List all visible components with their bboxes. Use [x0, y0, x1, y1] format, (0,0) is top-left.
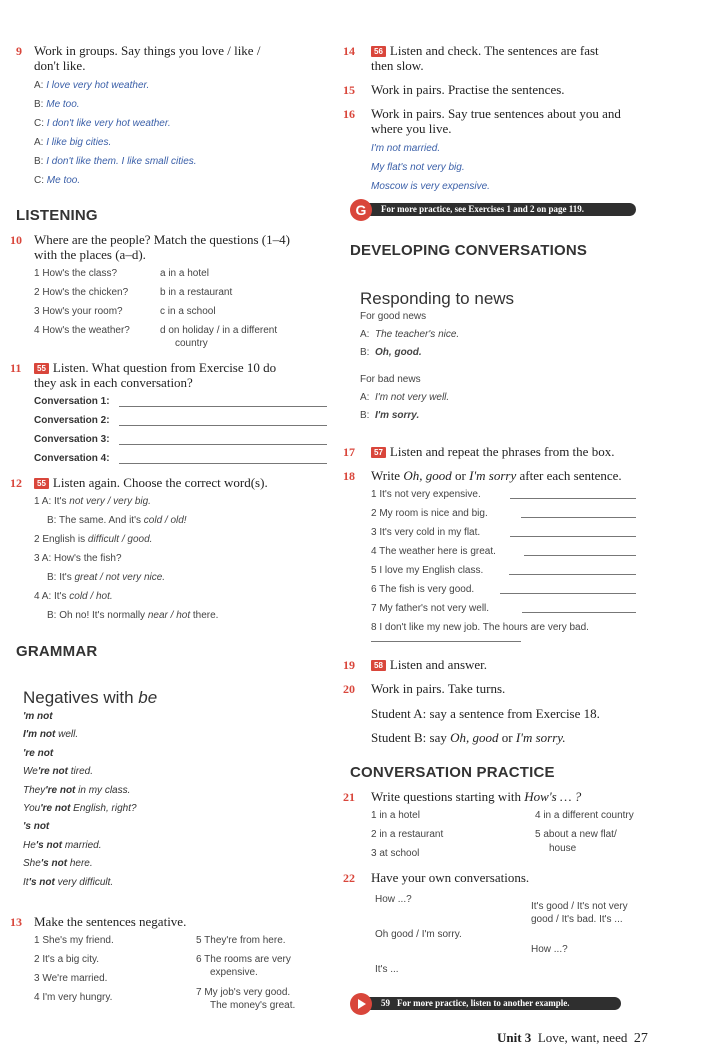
exercise-10-question: 2 How's the chicken?	[34, 287, 129, 298]
exercise-11-line-1: Listen. What question from Exercise 10 do	[52, 360, 277, 375]
exercise-11-answer-line[interactable]	[119, 463, 327, 464]
exercise-13-item: 6 The rooms are very	[196, 954, 291, 965]
good-news-label: For good news	[360, 311, 427, 322]
grammar-heading: GRAMMAR	[16, 643, 98, 660]
exercise-9-dialogue-line: A: I like big cities.	[34, 137, 112, 148]
exercise-19-number: 19	[343, 658, 355, 672]
listening-practice-text: For more practice, listen to another example.	[397, 998, 570, 1008]
exercise-18-answer-line[interactable]	[500, 593, 636, 594]
exercise-9-dialogue-line: C: I don't like very hot weather.	[34, 118, 171, 129]
exercise-9-line-1: Work in groups. Say things you love / like /	[34, 43, 261, 58]
audio-track-55-icon[interactable]: 55	[34, 478, 49, 489]
exercise-9-instruction	[34, 43, 260, 73]
grammar-example-row: You're not English, right?	[23, 803, 137, 814]
exercise-18-item: 6 The fish is very good.	[371, 584, 475, 595]
exercise-16-example: My flat's not very big.	[371, 162, 465, 173]
conversation-practice-heading: CONVERSATION PRACTICE	[350, 764, 555, 781]
bubble-oh-good: Oh good / I'm sorry.	[375, 929, 462, 940]
exercise-13-item-6-cont: expensive.	[210, 967, 258, 978]
exercise-12-item-1b: B: The same. And it's cold / old!	[47, 515, 187, 526]
exercise-10-question: 1 How's the class?	[34, 268, 118, 279]
grammar-example-row: They're not in my class.	[23, 784, 131, 796]
exercise-10-line-1: Where are the people? Match the questions (1–4)	[34, 232, 290, 247]
exercise-9-dialogue-line: B: I don't like them. I like small cities.	[34, 156, 197, 167]
exercise-18-answer-line[interactable]	[510, 536, 636, 537]
grammar-box-title: Negatives with be	[23, 688, 158, 707]
exercise-12-item-1a: 1 A: It's not very / very big.	[34, 496, 151, 507]
exercise-18-item: 7 My father's not very well.	[371, 603, 490, 614]
exercise-18-number: 18	[343, 469, 355, 483]
exercise-16-example: I'm not married.	[371, 143, 441, 154]
listening-practice-bar[interactable]	[357, 997, 621, 1010]
exercise-21-item: 5 about a new flat/	[535, 829, 617, 840]
audio-track-59-label: 59	[381, 998, 390, 1008]
exercise-13-number: 13	[10, 915, 22, 929]
exercise-13-item: 3 We're married.	[34, 973, 108, 984]
exercise-11-conversation-label: Conversation 3:	[34, 434, 110, 445]
page-footer	[497, 1030, 648, 1047]
exercise-18-answer-line[interactable]	[522, 612, 636, 613]
exercise-18-item: 3 It's very cold in my flat.	[371, 527, 481, 538]
exercise-13-item: 5 They're from here.	[196, 935, 286, 946]
footer-unit: Unit 3	[497, 1030, 532, 1045]
grammar-g-icon: G	[350, 199, 372, 221]
exercise-11-conversation-label: Conversation 4:	[34, 453, 110, 464]
bubble-its-good-1: It's good / It's not very	[531, 901, 628, 912]
exercise-18-answer-line[interactable]	[371, 641, 521, 642]
exercise-11-answer-line[interactable]	[119, 444, 327, 445]
exercise-9-dialogue-line: A: I love very hot weather.	[34, 80, 150, 91]
grammar-example-row: It's not very difficult.	[23, 876, 114, 888]
bad-news-b: B: I'm sorry.	[360, 410, 420, 421]
exercise-18-answer-line[interactable]	[509, 574, 636, 575]
exercise-21-item: 1 in a hotel	[371, 810, 420, 821]
good-news-b: B: Oh, good.	[360, 347, 422, 358]
bad-news-label: For bad news	[360, 374, 421, 385]
exercise-17-instruction	[371, 444, 614, 459]
grammar-practice-bar[interactable]: For more practice, see Exercises 1 and 2 on page 119.	[357, 203, 636, 216]
exercise-12-item-3a: 3 A: How's the fish?	[34, 553, 122, 564]
exercise-12-number: 12	[10, 476, 22, 490]
audio-track-58-icon[interactable]: 58	[371, 660, 386, 671]
exercise-16-instruction	[371, 106, 621, 136]
exercise-16-line-2: where you live.	[371, 121, 452, 136]
exercise-10-place: b in a restaurant	[160, 287, 233, 298]
exercise-20-instruction: Work in pairs. Take turns.	[371, 681, 506, 696]
exercise-18-answer-line[interactable]	[510, 498, 636, 499]
play-audio-icon[interactable]	[350, 993, 372, 1015]
exercise-10-place-continued: country	[175, 338, 208, 349]
exercise-13-instruction: Make the sentences negative.	[34, 914, 187, 929]
exercise-21-item-5-cont: house	[549, 843, 577, 854]
exercise-13-item: 2 It's a big city.	[34, 954, 100, 965]
exercise-10-question: 4 How's the weather?	[34, 325, 130, 336]
exercise-12-item-2: 2 English is difficult / good.	[34, 534, 153, 545]
exercise-12-item-4a: 4 A: It's cold / hot.	[34, 591, 113, 602]
exercise-9-number: 9	[16, 44, 22, 58]
exercise-18-item: 4 The weather here is great.	[371, 546, 496, 557]
exercise-21-item: 3 at school	[371, 848, 420, 859]
exercise-18-instruction: Write Oh, good or I'm sorry after each sentence.	[371, 468, 622, 483]
exercise-18-item: 2 My room is nice and big.	[371, 508, 488, 519]
exercise-15-instruction: Work in pairs. Practise the sentences.	[371, 82, 565, 97]
exercise-18-answer-line[interactable]	[521, 517, 636, 518]
exercise-10-line-2: with the places (a–d).	[34, 247, 146, 262]
grammar-example-row: I'm not well.	[23, 729, 79, 741]
exercise-19-text: Listen and answer.	[389, 657, 488, 672]
exercise-10-place: d on holiday / in a different	[160, 325, 278, 336]
exercise-10-place: a in a hotel	[160, 268, 209, 279]
exercise-21-item: 2 in a restaurant	[371, 829, 444, 840]
audio-track-57-icon[interactable]: 57	[371, 447, 386, 458]
exercise-13-item: 7 My job's very good.	[196, 987, 291, 998]
exercise-11-line-2: they ask in each conversation?	[34, 375, 193, 390]
exercise-11-answer-line[interactable]	[119, 425, 327, 426]
exercise-22-number: 22	[343, 871, 355, 885]
audio-track-55-icon[interactable]: 55	[34, 363, 49, 374]
exercise-18-answer-line[interactable]	[524, 555, 636, 556]
listening-heading: LISTENING	[16, 207, 98, 224]
exercise-11-number: 11	[10, 361, 22, 375]
exercise-21-item: 4 in a different country	[535, 810, 634, 821]
bubble-how-1: How ...?	[375, 894, 412, 905]
exercise-18-item: 5 I love my English class.	[371, 565, 484, 576]
exercise-21-number: 21	[343, 790, 355, 804]
exercise-15-number: 15	[343, 83, 355, 97]
grammar-example-row: 're not	[23, 747, 54, 759]
student-b-instruction: Student B: say Oh, good or I'm sorry.	[371, 730, 566, 745]
footer-unit-title: Love, want, need	[537, 1030, 628, 1045]
student-a-instruction: Student A: say a sentence from Exercise 18.	[371, 706, 600, 721]
exercise-12-text: Listen again. Choose the correct word(s).	[52, 475, 268, 490]
page-number: 27	[633, 1031, 648, 1046]
bad-news-a: A: I'm not very well.	[360, 392, 450, 403]
exercise-16-example: Moscow is very expensive.	[371, 181, 490, 192]
developing-conversations-heading: DEVELOPING CONVERSATIONS	[350, 242, 588, 259]
exercise-9-dialogue-line: C: Me too.	[34, 175, 81, 186]
responding-to-news-title: Responding to news	[360, 289, 515, 308]
bubble-its: It's ...	[375, 964, 399, 975]
grammar-example-row: We're not tired.	[23, 766, 93, 778]
exercise-21-instruction: Write questions starting with How's … ?	[371, 789, 582, 804]
exercise-19-instruction	[371, 657, 487, 672]
exercise-13-item: 4 I'm very hungry.	[34, 992, 113, 1003]
audio-track-56-icon[interactable]: 56	[371, 46, 386, 57]
exercise-13-item-7-cont: The money's great.	[210, 1000, 296, 1011]
exercise-18-item: 8 I don't like my new job. The hours are very bad.	[371, 622, 589, 633]
grammar-example-row: 's not	[23, 821, 50, 833]
exercise-9-dialogue-line: B: Me too.	[34, 99, 80, 110]
exercise-10-instruction	[34, 232, 290, 262]
bubble-how-2: How ...?	[531, 944, 568, 955]
good-news-a: A: The teacher's nice.	[360, 329, 460, 340]
exercise-16-number: 16	[343, 107, 355, 121]
exercise-17-number: 17	[343, 445, 355, 459]
exercise-22-instruction: Have your own conversations.	[371, 870, 530, 885]
grammar-example-row: He's not married.	[23, 839, 102, 851]
exercise-10-number: 10	[10, 233, 22, 247]
exercise-12-item-3b: B: It's great / not very nice.	[47, 572, 166, 583]
exercise-14-instruction	[371, 43, 599, 73]
exercise-11-instruction	[34, 360, 276, 390]
grammar-example-row: She's not here.	[23, 858, 93, 870]
exercise-10-place: c in a school	[160, 306, 216, 317]
exercise-9-line-2: don't like.	[34, 58, 86, 73]
exercise-11-conversation-label: Conversation 2:	[34, 415, 110, 426]
exercise-17-text: Listen and repeat the phrases from the box.	[389, 444, 615, 459]
exercise-20-number: 20	[343, 682, 355, 696]
exercise-16-line-1: Work in pairs. Say true sentences about you and	[371, 106, 621, 121]
exercise-10-question: 3 How's your room?	[34, 306, 123, 317]
grammar-example-row: 'm not	[23, 711, 53, 722]
exercise-12-item-4b: B: Oh no! It's normally near / hot there.	[47, 610, 219, 621]
exercise-11-conversation-label: Conversation 1:	[34, 396, 110, 407]
exercise-14-number: 14	[343, 44, 355, 58]
exercise-18-item: 1 It's not very expensive.	[371, 489, 481, 500]
exercise-14-line-1: Listen and check. The sentences are fast	[389, 43, 599, 58]
exercise-14-line-2: then slow.	[371, 58, 424, 73]
exercise-11-answer-line[interactable]	[119, 406, 327, 407]
exercise-12-instruction	[34, 475, 268, 490]
exercise-13-item: 1 She's my friend.	[34, 935, 114, 946]
bubble-its-good-2: good / It's bad. It's ...	[531, 914, 623, 925]
